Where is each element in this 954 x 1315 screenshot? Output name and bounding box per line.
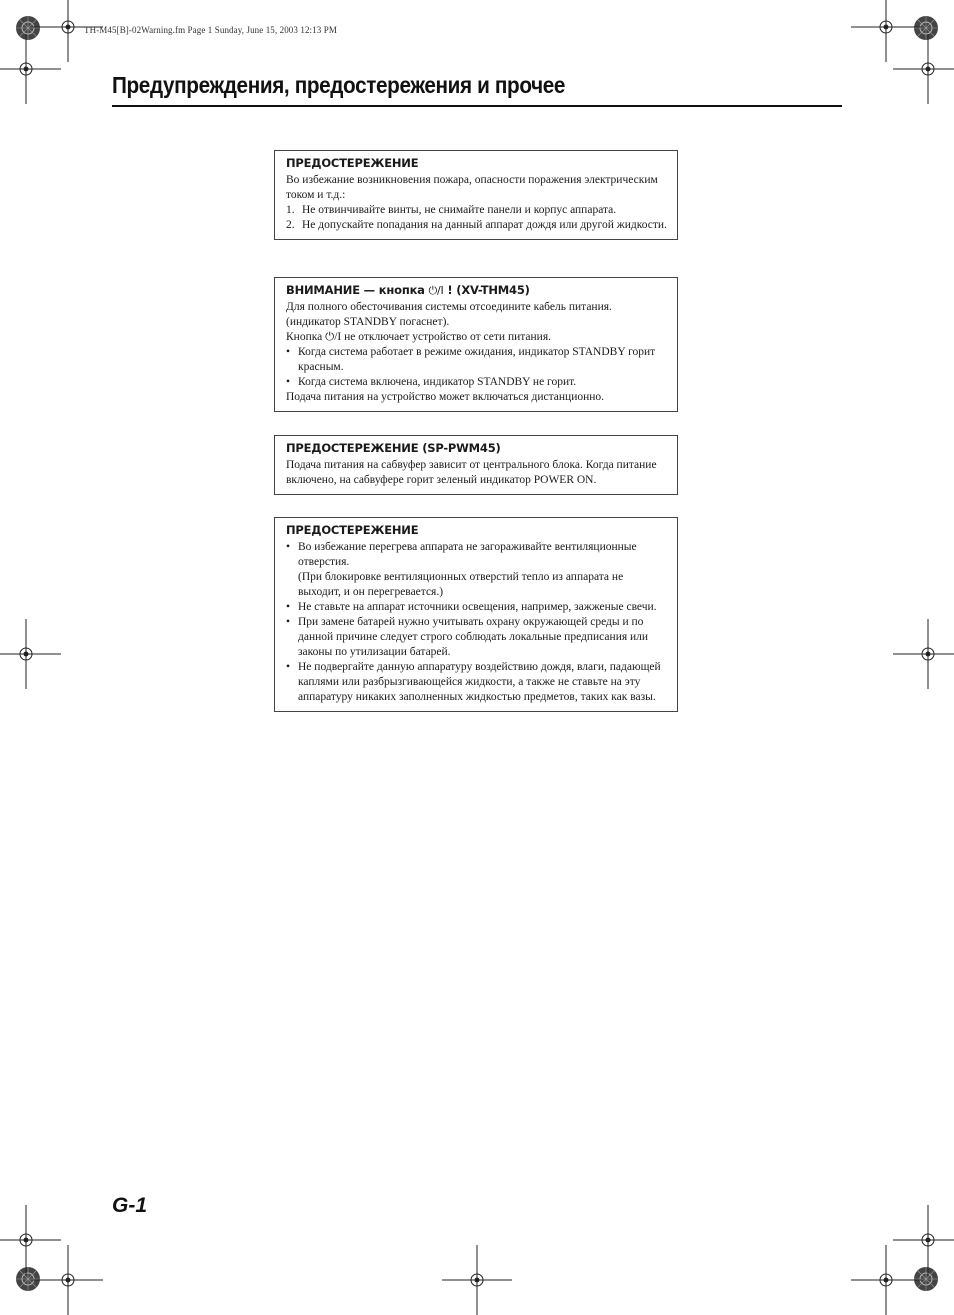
title-divider [112, 105, 842, 107]
para-text-post: не отключает устройство от сети питания. [341, 331, 551, 343]
crosshair-registration-mark-icon [0, 619, 61, 689]
crosshair-registration-mark-icon [893, 619, 954, 689]
crosshair-registration-mark-icon [0, 34, 61, 104]
bullet-icon: • [286, 661, 291, 673]
para-text-pre: Кнопка [286, 331, 326, 343]
list-item [286, 218, 667, 233]
list-number: 1. [286, 204, 295, 216]
standby-para-1: Для полного обесточивания системы отсоедините кабель питания. (индикатор STANDBY погаснет). [286, 301, 612, 328]
power-standby-icon: ⏻/I [428, 284, 444, 297]
crosshair-registration-mark-icon [33, 1245, 103, 1315]
list-item-text: При замене батарей нужно учитывать охрану окружающей среды и по данной причине следует строго соблюдать локальные предписания или законы по утилизации батарей. [298, 616, 649, 658]
page-number: G-1 [112, 1194, 148, 1217]
caution-box-heading: ПРЕДОСТЕРЕЖЕНИЕ [286, 156, 419, 170]
list-item [286, 345, 667, 375]
caution-box-heading: ПРЕДОСТЕРЕЖЕНИЕ (SP-PWM45) [286, 441, 501, 455]
crosshair-registration-mark-icon [442, 1245, 512, 1315]
standby-para-3: Подача питания на устройство может включаться дистанционно. [286, 391, 605, 403]
list-item [286, 375, 667, 390]
crosshair-registration-mark-icon [893, 34, 954, 104]
bullet-icon: • [286, 541, 291, 553]
crosshair-registration-mark-icon [851, 1245, 921, 1315]
bullet-icon: • [286, 376, 291, 388]
attention-box-standby [274, 277, 678, 412]
list-item [286, 203, 667, 218]
attention-box-heading [286, 283, 667, 298]
list-item-text: Когда система включена, индикатор STANDBY не горит. [298, 376, 577, 388]
list-item-note: (При блокировке вентиляционных отверстий тепло из аппарата не выходит, и он перегревается.) [298, 571, 624, 598]
list-item [286, 600, 667, 615]
heading-text-post: ! (XV-THM45) [443, 283, 530, 297]
list-item [286, 660, 667, 705]
list-item-text: Не отвинчивайте винты, не снимайте панели и корпус аппарата. [302, 204, 617, 216]
caution-intro-text: Во избежание возникновения пожара, опасности поражения электрическим током и т.д.: [286, 174, 658, 201]
caution-box-subwoofer [274, 435, 678, 495]
list-item [286, 540, 667, 600]
list-item-text: Во избежание перегрева аппарата не загораживайте вентиляционные отверстия. [298, 541, 637, 568]
caution-box-general [274, 150, 678, 240]
list-item-text: Не подвергайте данную аппаратуру воздействию дождя, влаги, падающей каплями или разбрызгивающейся жидкости, а также не ставьте на эту аппаратуру никаких заполненных жидкостью предметов, таких как вазы. [298, 661, 661, 703]
caution-box-heading: ПРЕДОСТЕРЕЖЕНИЕ [286, 523, 419, 537]
caution-box-ventilation [274, 517, 678, 712]
subwoofer-text: Подача питания на сабвуфер зависит от центрального блока. Когда питание включено, на сабвуфере горит зеленый индикатор POWER ON. [286, 459, 657, 486]
standby-para-2 [286, 330, 667, 345]
bullet-icon: • [286, 616, 291, 628]
list-number: 2. [286, 219, 295, 231]
heading-text-pre: ВНИМАНИЕ — кнопка [286, 283, 429, 297]
page-title: Предупреждения, предостережения и прочее [112, 72, 566, 98]
bullet-icon: • [286, 601, 291, 613]
list-item [286, 615, 667, 660]
list-item-text: Когда система работает в режиме ожидания, индикатор STANDBY горит красным. [298, 346, 656, 373]
list-item-text: Не допускайте попадания на данный аппарат дождя или другой жидкости. [302, 219, 667, 231]
bullet-icon: • [286, 346, 291, 358]
power-standby-icon: ⏻/I [325, 331, 342, 343]
list-item-text: Не ставьте на аппарат источники освещения, например, зажженые свечи. [298, 601, 657, 613]
file-header-info: TH-M45[B]-02Warning.fm Page 1 Sunday, June 15, 2003 12:13 PM [84, 25, 337, 35]
